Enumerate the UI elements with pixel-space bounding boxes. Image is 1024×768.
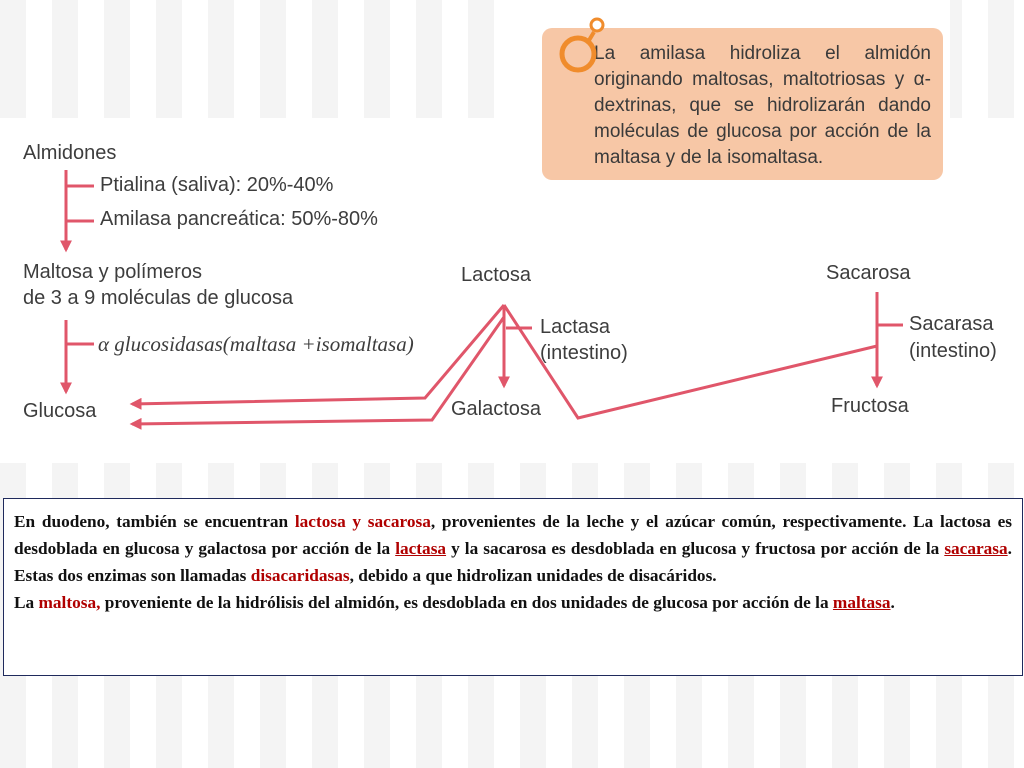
maltose-label-line2: de 3 a 9 moléculas de glucosa xyxy=(23,287,294,309)
pancreatic-amylase-label: Amilasa pancreática: 50%-80% xyxy=(100,208,378,230)
p1-highlight-disacaridasas: disacaridasas xyxy=(250,566,350,585)
p2-link-maltasa[interactable]: maltasa xyxy=(832,593,891,612)
sucrose-label: Sacarosa xyxy=(826,262,911,284)
p1-text-2: , provenientes de la leche y el azúcar común, respectivamente. La lactosa es desdoblada en glucosa y galactosa por acción de la xyxy=(14,512,1013,558)
fructose-label: Fructosa xyxy=(831,395,909,417)
p2-text-1: La xyxy=(14,593,39,612)
maltose-label-line1: Maltosa y polímeros xyxy=(23,261,202,283)
paragraph-maltose xyxy=(14,589,1012,616)
sucrase-label: Sacarasa xyxy=(909,313,994,335)
ptyalin-label: Ptialina (saliva): 20%-40% xyxy=(100,174,334,196)
p1-text-4: . Estas dos enzimas son llamadas xyxy=(14,539,1012,585)
lactase-source-label: (intestino) xyxy=(540,342,628,364)
amylase-note-text: La amilasa hidroliza el almidón originando maltosas, maltotriosas y α-dextrinas, que se hidrolizarán dando moléculas de glucosa por acción de la maltasa y de la isomaltasa. xyxy=(594,43,931,168)
magnifier-ring-icon xyxy=(556,12,612,76)
p2-highlight-maltosa: maltosa, xyxy=(38,593,101,612)
explanation-text-box xyxy=(3,498,1023,676)
galactose-label: Galactosa xyxy=(451,398,542,420)
p1-text-5: , debido a que hidrolizan unidades de disacáridos. xyxy=(349,566,717,585)
p2-text-3: . xyxy=(890,593,895,612)
p1-link-sacarasa[interactable]: sacarasa xyxy=(944,539,1008,558)
p2-text-2: proveniente de la hidrólisis del almidón, es desdoblada en dos unidades de glucosa por acción de la xyxy=(100,593,833,612)
p1-text-3: y la sacarosa es desdoblada en glucosa y fructosa por acción de la xyxy=(446,539,945,558)
alpha-glucosidases-label: α glucosidasas(maltasa +isomaltasa) xyxy=(98,332,414,356)
paragraph-disaccharidases xyxy=(14,508,1012,589)
p1-text-1: En duodeno, también se encuentran xyxy=(14,512,295,531)
starches-label: Almidones xyxy=(23,142,117,164)
lactose-label: Lactosa xyxy=(461,264,532,286)
sucrase-source-label: (intestino) xyxy=(909,340,997,362)
lactase-label: Lactasa xyxy=(540,316,611,338)
p1-link-lactasa[interactable]: lactasa xyxy=(395,539,447,558)
glucose-label: Glucosa xyxy=(23,400,97,422)
p1-highlight-lactose-sucrose: lactosa y sacarosa xyxy=(294,512,431,531)
